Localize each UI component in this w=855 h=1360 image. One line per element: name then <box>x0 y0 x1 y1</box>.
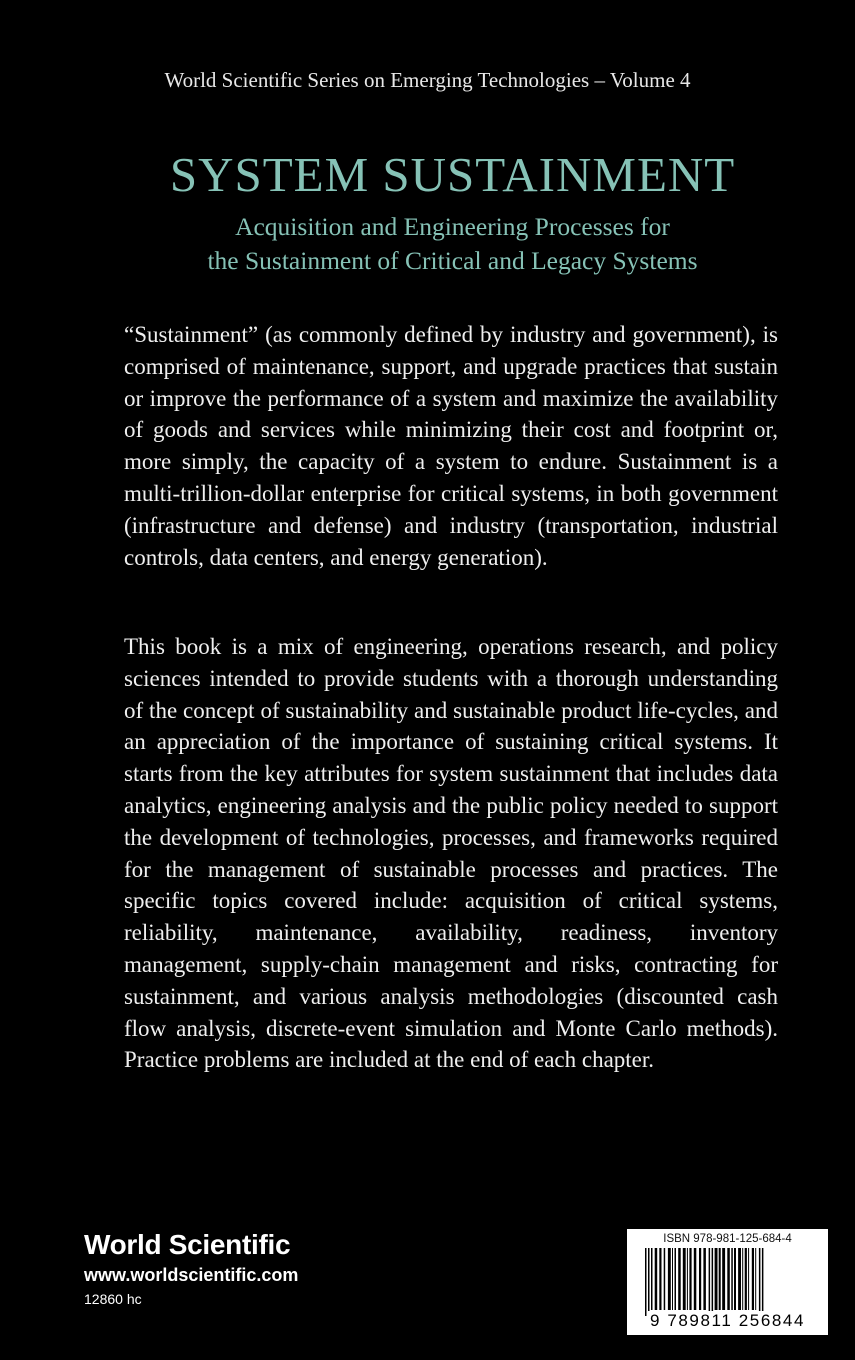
barcode-bar <box>762 1248 764 1316</box>
barcode-bar <box>683 1248 686 1310</box>
barcode-bar <box>722 1248 725 1310</box>
blurb-text: This book is a mix of engineering, operations research, and policy sciences intended to provide students with a thorough understanding of the concept of sustainability and sustainable product life-cycles, and an appreciation of the importance of sustaining critical systems. It starts from the key attributes for system sustainment that includes data analytics, engineering analysis and the public policy needed to support the development of technologies, processes, and frameworks required for the management of sustainable processes and practices. The specific topics covered include: acquisition of critical systems, reliability, maintenance, availability, readiness, inventory management, supply-chain management and risks, contracting for sustainment, and various analysis methodologies (discounted cash flow analysis, discrete-event simulation and Monte Carlo methods). Practice problems are included at the end of each chapter. <box>124 634 778 1073</box>
barcode-bar <box>675 1248 677 1310</box>
barcode-bar <box>651 1248 653 1310</box>
publisher-block <box>84 1228 298 1310</box>
barcode-bar <box>709 1248 711 1316</box>
barcode-bar <box>715 1248 718 1310</box>
barcode-bar <box>689 1248 691 1310</box>
barcode-bar <box>745 1248 747 1310</box>
subtitle-line-2: the Sustainment of Critical and Legacy Systems <box>207 246 698 275</box>
barcode-bar <box>755 1248 756 1310</box>
barcode-bar <box>664 1248 666 1310</box>
publisher-code: 12860 hc <box>84 1291 142 1307</box>
barcode-bar <box>659 1248 661 1310</box>
barcode-bar <box>699 1248 701 1310</box>
barcode-bar <box>694 1248 697 1310</box>
barcode-bar <box>752 1248 754 1310</box>
publisher-url[interactable]: www.worldscientific.com <box>84 1265 299 1285</box>
barcode-bar <box>648 1248 650 1316</box>
isbn-label: ISBN 978-981-125-684-4 <box>663 1233 792 1245</box>
blurb-paragraph-2 <box>124 631 778 1076</box>
book-title: SYSTEM SUSTAINMENT <box>169 147 736 202</box>
barcode-bar <box>759 1248 761 1316</box>
barcode-bar <box>748 1248 749 1310</box>
barcode-bar <box>655 1248 658 1310</box>
barcode-bar <box>742 1248 743 1310</box>
blurb-paragraph-1 <box>124 319 778 573</box>
barcode-bar <box>727 1248 730 1310</box>
barcode-digits: 9 789811 256844 <box>649 1311 806 1330</box>
barcode-bar <box>731 1248 733 1310</box>
barcode-bar <box>703 1248 706 1310</box>
barcode-bar <box>738 1248 741 1310</box>
series-line: World Scientific Series on Emerging Technologies – Volume 4 <box>164 68 691 92</box>
barcode-bar <box>719 1248 721 1310</box>
barcode-bar <box>645 1248 647 1316</box>
barcode-bar <box>712 1248 714 1316</box>
barcode-bar <box>672 1248 673 1310</box>
book-subtitle <box>0 210 855 278</box>
subtitle-line-1: Acquisition and Engineering Processes for <box>235 212 670 241</box>
barcode-bar <box>678 1248 681 1310</box>
isbn-barcode <box>627 1229 828 1335</box>
barcode-bar <box>734 1248 736 1310</box>
barcode-bars <box>635 1248 820 1318</box>
barcode-bar <box>687 1248 688 1310</box>
barcode-bar <box>668 1248 671 1310</box>
barcode-digits-row <box>627 1311 828 1331</box>
blurb-text: “Sustainment” (as commonly defined by industry and government), is comprised of maintenance, support, and upgrade practices that sustain or improve the performance of a system and maximize the availability of goods and services while minimizing their cost and footprint or, more simply, the capacity of a system to endure. Sustainment is a multi-trillion-dollar enterprise for critical systems, in both government (infrastructure and defense) and industry (transportation, industrial controls, data centers, and energy generation). <box>124 322 778 570</box>
publisher-logo-text: World Scientific <box>84 1229 291 1260</box>
